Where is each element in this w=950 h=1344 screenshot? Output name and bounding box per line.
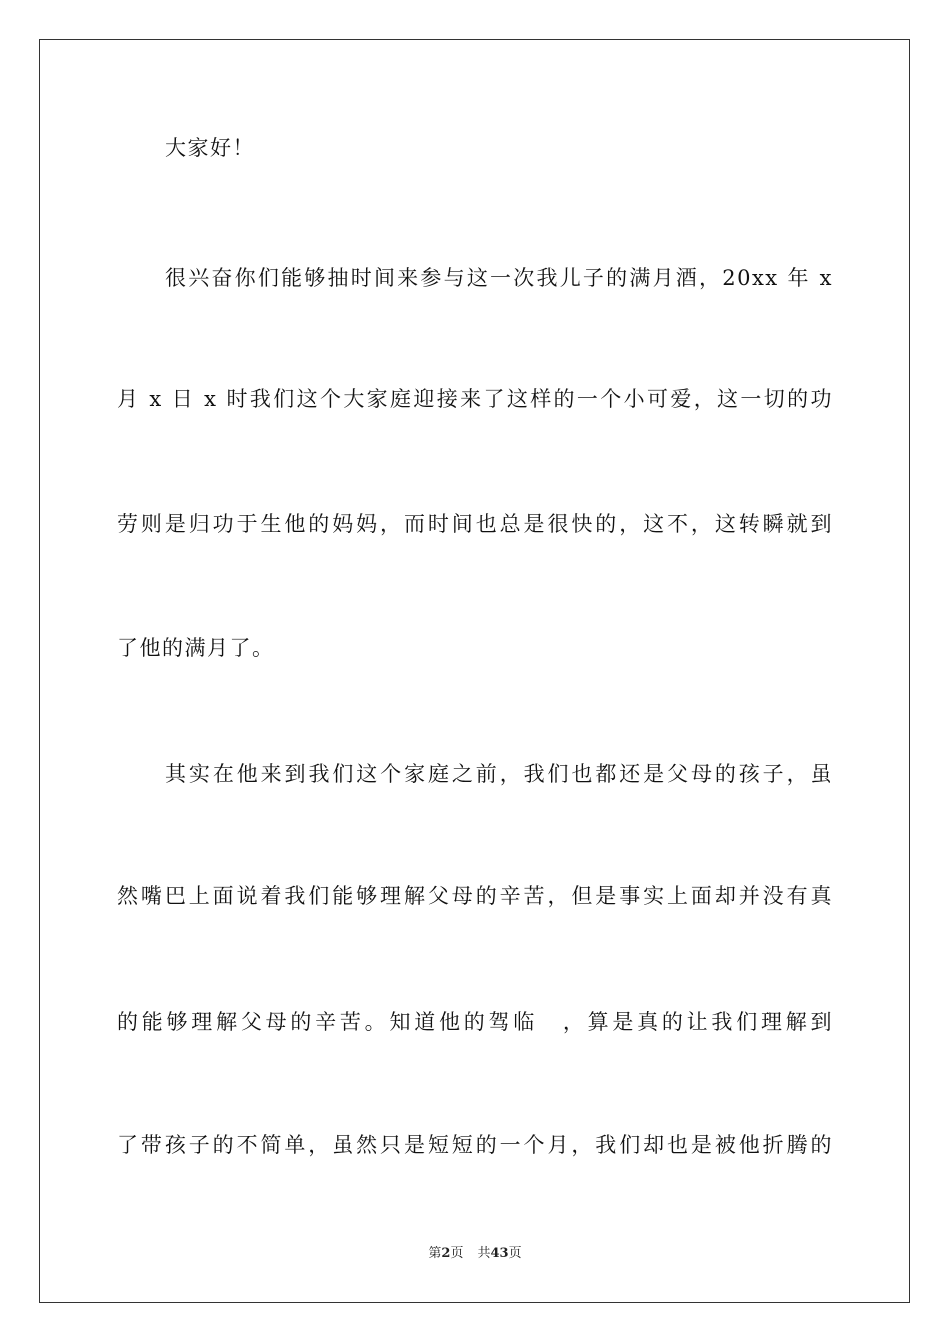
paragraph-1-line-3: 劳则是归功于生他的妈妈，而时间也总是很快的，这不，这转瞬就到	[117, 512, 833, 536]
paragraph-1-line-1: 很兴奋你们能够抽时间来参与这一次我儿子的满月酒，20xx 年 x	[165, 266, 833, 290]
current-page-number: 2	[441, 1246, 451, 1261]
total-page-count: 43	[490, 1246, 509, 1261]
greeting-line: 大家好！	[165, 136, 255, 160]
total-unit: 页	[508, 1246, 522, 1261]
paragraph-2-line-2: 然嘴巴上面说着我们能够理解父母的辛苦，但是事实上面却并没有真	[117, 884, 833, 908]
paragraph-1-line-4: 了他的满月了。	[117, 636, 275, 660]
paragraph-1-line-2: 月 x 日 x 时我们这个大家庭迎接来了这样的一个小可爱，这一切的功	[117, 387, 833, 411]
page-border	[39, 39, 910, 1303]
page-prefix: 第	[428, 1246, 442, 1261]
page-unit: 页	[450, 1246, 464, 1261]
page-footer	[0, 1246, 950, 1262]
paragraph-2-line-3: 的能够理解父母的辛苦。知道他的驾临 ，算是真的让我们理解到	[117, 1010, 833, 1034]
paragraph-2-line-1: 其实在他来到我们这个家庭之前，我们也都还是父母的孩子，虽	[165, 762, 833, 786]
total-prefix: 共	[477, 1246, 491, 1261]
paragraph-2-line-4: 了带孩子的不简单，虽然只是短短的一个月，我们却也是被他折腾的	[117, 1133, 833, 1157]
